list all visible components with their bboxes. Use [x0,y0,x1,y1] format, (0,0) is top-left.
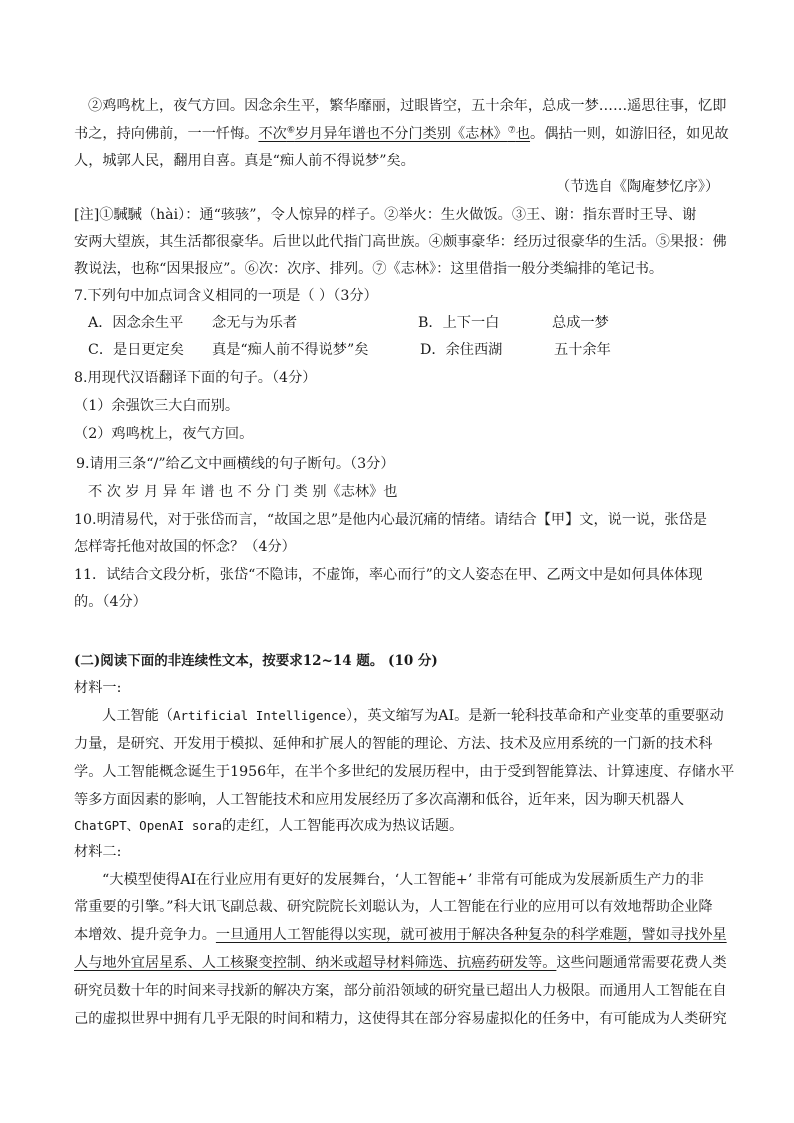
note-line: [注]①駴駴（hài）：通“骇骇”，令人惊异的样子。②举火：生火做饭。③王、谢：指东晋时王导、谢 [74,207,697,223]
q7-option-b-first: B．上下一白 [418,315,500,331]
question-10: 10.明清易代，对于张岱而言，“故国之思”是他内心最沉痛的情绪。请结合【甲】文，说一说，张岱是 [74,512,707,528]
underlined-sentence: 人与地外宜居星系、人工核聚变控制、纳米或超导材料筛选、抗癌药研发等。 [74,955,557,971]
note-marker: ⑦ [507,125,516,136]
passage-text: 书之，持向佛前，一一忏悔。 [74,126,259,142]
material-2-line: 本增效、提升竞争力。一旦通用人工智能得以实现，就可被用于解决各种复杂的科学难题，譬如寻找外星 [74,927,727,943]
english-term: Artificial Intelligence [172,708,347,723]
q7-option-d-first: D．余住西湖 [420,342,503,358]
q7-option-c-first: C．是日更定矣 [88,342,184,358]
note-line: 安两大望族，其生活都很豪华。后世以此代指门高世族。④颇事豪华：经历过很豪华的生活。⑤果报：佛 [74,234,727,250]
material-1-line: 等多方面因素的影响，人工智能技术和应用发展经历了多次高潮和低谷，近年来，因为聊天机器人 [74,792,685,808]
question-7: 7.下列句中加点词含义相同的一项是（ ）（3分） [74,288,378,304]
q7-option-c-second: 真是“痴人前不得说梦”矣 [212,342,369,358]
passage-line: 人，城郭人民，翻用自喜。真是“痴人前不得说梦”矣。 [74,153,415,169]
question-9-sentence: 不 次 岁 月 异 年 谱 也 不 分 门 类 别《志林》也 [88,484,398,500]
note-line: 教说法，也称“因果报应”。⑥次：次序、排列。⑦《志林》：这里借指一般分类编排的笔记书。 [74,261,664,277]
material-2-label: 材料二: [74,844,122,860]
material-2-line: 常重要的引擎。”科大讯飞副总裁、研究院院长刘聪认为，人工智能在行业的应用可以有效地帮助企业降 [74,899,713,915]
material-1-line: 人工智能（Artificial Intelligence），英文缩写为AI。是新一轮科技革命和产业变革的重要驱动 [102,708,724,724]
material-2-line: 己的虚拟世界中拥有几乎无限的时间和精力，这使得其在部分容易虚拟化的任务中，有可能成为人类研究 [74,1011,727,1027]
q7-option-a-second: 念无与为乐者 [212,315,298,331]
q7-option-b-second: 总成一梦 [552,315,609,331]
material-2-line: 研究员数十年的时间来寻找新的解决方案，部分前沿领域的研究量已超出人力极限。而通用人工智能在自 [74,983,727,999]
material-1-line: 力量，是研究、开发用于模拟、延伸和扩展人的智能的理论、方法、技术及应用系统的一门新的技术科 [74,736,713,752]
question-9: 9.请用三条“/”给乙文中画横线的句子断句。（3分） [76,456,395,472]
passage-text: 。偶拈一则，如游旧径，如见故 [530,126,729,142]
question-11-cont: 的。（4分） [74,594,147,610]
q7-option-a-first: A．因念余生平 [88,315,184,331]
question-10-cont: 怎样寄托他对故国的怀念？（4分） [74,539,296,555]
material-2-line: “大模型使得AI在行业应用有更好的发展舞台，‘人工智能+’ 非常有可能成为发展新质生产力的非 [102,872,704,888]
question-11: 11．试结合文段分析，张岱“不隐讳，不虚饰，率心而行”的文人姿态在甲、乙两文中是如何具体体现 [74,567,703,583]
section-2-heading: (二)阅读下面的非连续性文本，按要求12~14 题。 (10 分) [74,653,438,669]
question-8-item-1: （1）余强饮三大白而别。 [74,398,240,414]
english-term: ChatGPT、OpenAI sora [74,818,222,833]
underlined-sentence: 一旦通用人工智能得以实现，就可被用于解决各种复杂的科学难题，譬如寻找外星 [215,927,727,943]
note-marker: ⑥ [286,125,295,136]
material-1-line: ChatGPT、OpenAI sora的走红，人工智能再次成为热议话题。 [74,818,464,834]
material-1-line: 学。人工智能概念诞生于1956年，在半个多世纪的发展历程中，由于受到智能算法、计算速度、存储水平 [74,764,735,780]
question-8: 8.用现代汉语翻译下面的句子。（4分） [74,370,317,386]
passage-line [74,124,729,144]
underlined-sentence: 不次⑥岁月异年谱也不分门类别《志林》⑦也 [258,125,531,142]
material-2-line: 人与地外宜居星系、人工核聚变控制、纳米或超导材料筛选、抗癌药研发等。这些问题通常需要花费人类 [74,955,727,971]
q7-option-d-second: 五十余年 [554,342,611,358]
passage-line: ②鸡鸣枕上，夜气方回。因念余生平，繁华靡丽，过眼皆空，五十余年，总成一梦……遥思往事，忆即 [88,98,727,114]
material-1-label: 材料一: [74,680,122,696]
question-8-item-2: （2）鸡鸣枕上，夜气方回。 [74,426,254,442]
source-citation: （节选自《陶庵梦忆序》） [556,179,720,195]
